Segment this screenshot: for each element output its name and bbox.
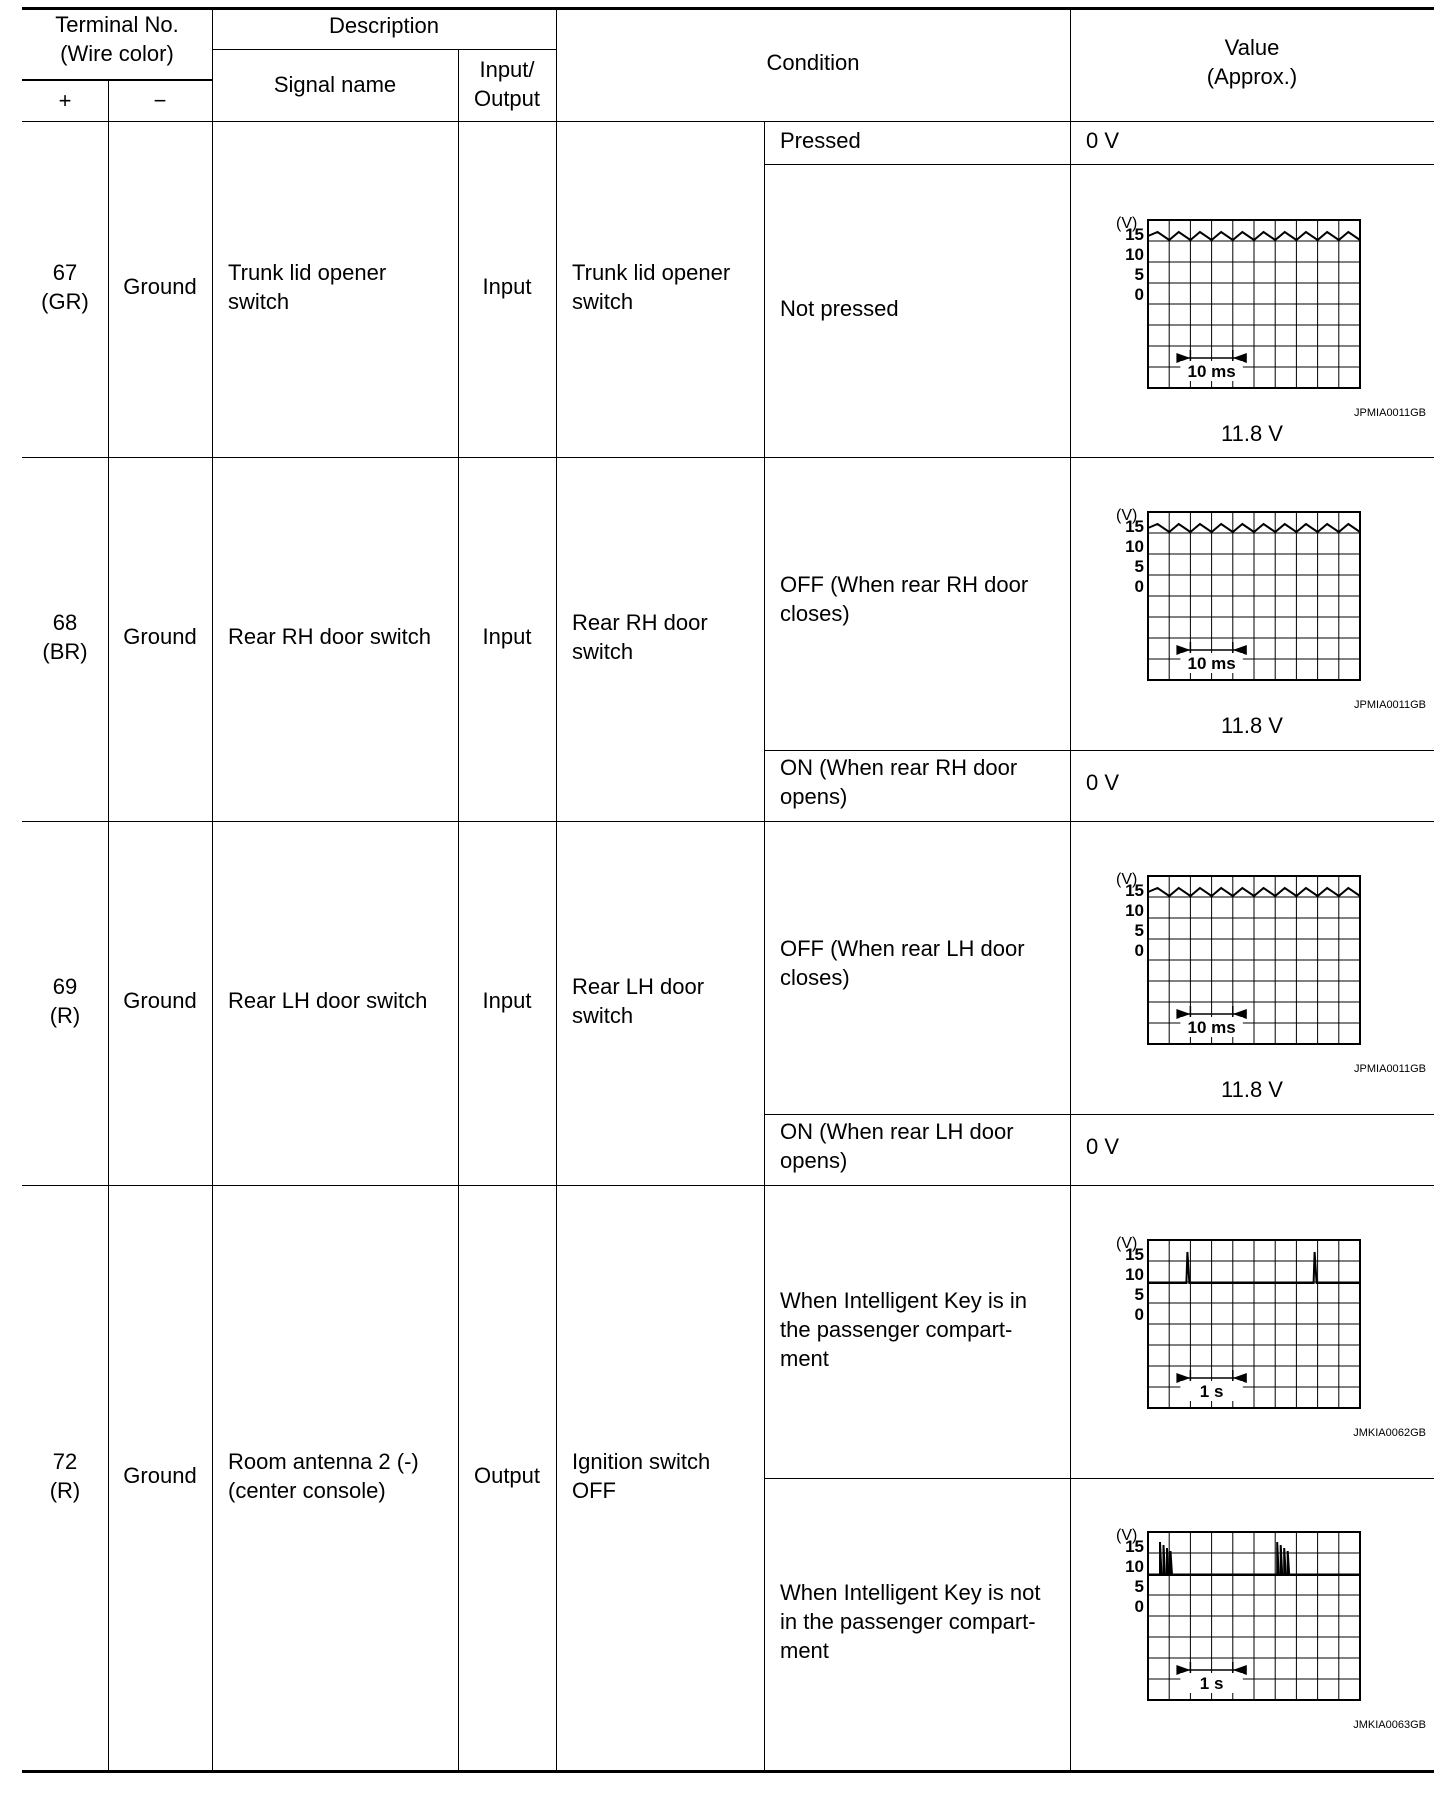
header-bottom-rule <box>22 121 1434 122</box>
row-67-sub2-condition: Not pressed <box>780 296 899 321</box>
row-68-sub2-condition: ON (When rear RH door opens) <box>780 755 1018 809</box>
row-67-condition: Trunk lid opener switch <box>572 260 731 314</box>
row-72-io: Output <box>473 1463 541 1488</box>
scope-y-tick: 15 <box>1125 517 1144 536</box>
row-67-signal: Trunk lid opener switch <box>228 260 387 314</box>
scope-y-tick: 10 <box>1125 1265 1144 1284</box>
scope-y-tick: 0 <box>1134 285 1144 304</box>
row-67-bottom-rule <box>22 457 1434 458</box>
header-description: Description <box>328 13 440 38</box>
scope-y-tick: 15 <box>1125 1245 1144 1264</box>
scope-unit-label: (V) <box>1116 1235 1138 1252</box>
scope-unit-label: (V) <box>1116 215 1138 232</box>
row-72-sub-rule <box>764 1478 1434 1479</box>
row-67-terminal: 67 (GR) <box>41 260 89 314</box>
scope-time-label: 10 ms <box>1187 1018 1236 1037</box>
row-67-sub-rule <box>764 164 1434 165</box>
scope-y-tick: 10 <box>1125 245 1144 264</box>
row-67-sub1-value: 0 V <box>1086 128 1120 153</box>
scope-y-tick: 0 <box>1134 1597 1144 1616</box>
row-69-sub-rule <box>764 1114 1434 1115</box>
scope-y-tick: 5 <box>1134 557 1144 576</box>
scope-y-tick: 0 <box>1134 941 1144 960</box>
scope-y-tick: 5 <box>1134 921 1144 940</box>
row-69-sub2-condition: ON (When rear LH door opens) <box>780 1119 1014 1173</box>
scope-68 <box>1100 497 1430 712</box>
row-69-condition: Rear LH door switch <box>572 974 705 1028</box>
scope-time-label: 1 s <box>1199 1382 1224 1401</box>
header-plus: + <box>58 88 72 113</box>
col-rule-after-io <box>556 8 557 1771</box>
scope-svg <box>1100 1225 1430 1440</box>
row-68-sub1-condition: OFF (When rear RH door closes) <box>780 572 1029 626</box>
scope-67 <box>1100 205 1430 420</box>
scope-y-tick: 5 <box>1134 1285 1144 1304</box>
table-top-rule <box>22 7 1434 10</box>
row-69-sub2-value: 0 V <box>1086 1134 1120 1159</box>
scope-figure-code: JPMIA0011GB <box>1354 407 1426 419</box>
row-72-sub2-condition: When Intelligent Key is not in the passenger compart- ment <box>780 1580 1041 1663</box>
row-67-sub2-value: 11.8 V <box>1221 421 1283 446</box>
scope-figure-code: JMKIA0063GB <box>1353 1719 1426 1731</box>
header-terminal: Terminal No. (Wire color) <box>55 12 179 66</box>
row-69-ground: Ground <box>123 988 197 1013</box>
row-67-ground: Ground <box>123 274 197 299</box>
row-69-io: Input <box>482 988 532 1013</box>
scope-figure-code: JPMIA0011GB <box>1354 699 1426 711</box>
scope-time-label: 10 ms <box>1187 654 1236 673</box>
row-67-io: Input <box>482 274 532 299</box>
row-72-signal: Room antenna 2 (-) (center console) <box>228 1449 419 1503</box>
row-72-terminal: 72 (R) <box>49 1449 81 1503</box>
scope-y-tick: 10 <box>1125 537 1144 556</box>
scope-y-tick: 10 <box>1125 1557 1144 1576</box>
col-rule-terminal-split <box>108 80 109 1771</box>
row-67-sub1-condition: Pressed <box>780 128 861 153</box>
scope-y-tick: 15 <box>1125 225 1144 244</box>
row-68-ground: Ground <box>123 624 197 649</box>
scope-time-label: 10 ms <box>1187 362 1236 381</box>
row-68-sub1-value: 11.8 V <box>1221 713 1283 738</box>
row-68-bottom-rule <box>22 821 1434 822</box>
col-rule-condition-split <box>764 121 765 1771</box>
scope-y-tick: 10 <box>1125 901 1144 920</box>
row-68-signal: Rear RH door switch <box>228 624 431 649</box>
table-bottom-rule <box>22 1770 1434 1773</box>
scope-time-label: 1 s <box>1199 1674 1224 1693</box>
row-69-sub1-condition: OFF (When rear LH door closes) <box>780 936 1025 990</box>
scope-svg <box>1100 497 1430 712</box>
header-subrule-description <box>212 49 556 50</box>
scope-y-tick: 5 <box>1134 1577 1144 1596</box>
col-rule-after-terminal <box>212 8 213 1771</box>
row-72-sub1-condition: When Intelligent Key is in the passenger compart- ment <box>780 1288 1028 1371</box>
col-rule-after-signal <box>458 50 459 1771</box>
row-72-condition: Ignition switch OFF <box>572 1449 711 1503</box>
row-69-terminal: 69 (R) <box>49 974 81 1028</box>
scope-y-tick: 15 <box>1125 881 1144 900</box>
scope-svg <box>1100 861 1430 1076</box>
row-68-io: Input <box>482 624 532 649</box>
scope-unit-label: (V) <box>1116 871 1138 888</box>
row-69-signal: Rear LH door switch <box>228 988 428 1013</box>
col-rule-before-value <box>1070 8 1071 1771</box>
scope-y-tick: 5 <box>1134 265 1144 284</box>
header-signal-name: Signal name <box>273 72 397 97</box>
scope-figure-code: JMKIA0062GB <box>1353 1427 1426 1439</box>
header-io: Input/ Output <box>473 57 541 111</box>
row-69-bottom-rule <box>22 1185 1434 1186</box>
row-72-ground: Ground <box>123 1463 197 1488</box>
scope-y-tick: 0 <box>1134 1305 1144 1324</box>
scope-69 <box>1100 861 1430 1076</box>
header-minus: − <box>153 88 167 113</box>
row-68-sub2-value: 0 V <box>1086 770 1120 795</box>
row-68-condition: Rear RH door switch <box>572 610 708 664</box>
scope-svg <box>1100 205 1430 420</box>
scope-svg <box>1100 1517 1430 1732</box>
scope-y-tick: 0 <box>1134 577 1144 596</box>
scope-72-out <box>1100 1517 1430 1732</box>
header-value: Value (Approx.) <box>1206 35 1298 89</box>
scope-unit-label: (V) <box>1116 1527 1138 1544</box>
row-69-sub1-value: 11.8 V <box>1221 1077 1283 1102</box>
scope-unit-label: (V) <box>1116 507 1138 524</box>
row-68-sub-rule <box>764 750 1434 751</box>
scope-72-in <box>1100 1225 1430 1440</box>
header-condition: Condition <box>766 50 860 75</box>
header-subrule-terminal <box>22 79 212 81</box>
row-68-terminal: 68 (BR) <box>42 610 88 664</box>
scope-y-tick: 15 <box>1125 1537 1144 1556</box>
scope-figure-code: JPMIA0011GB <box>1354 1063 1426 1075</box>
